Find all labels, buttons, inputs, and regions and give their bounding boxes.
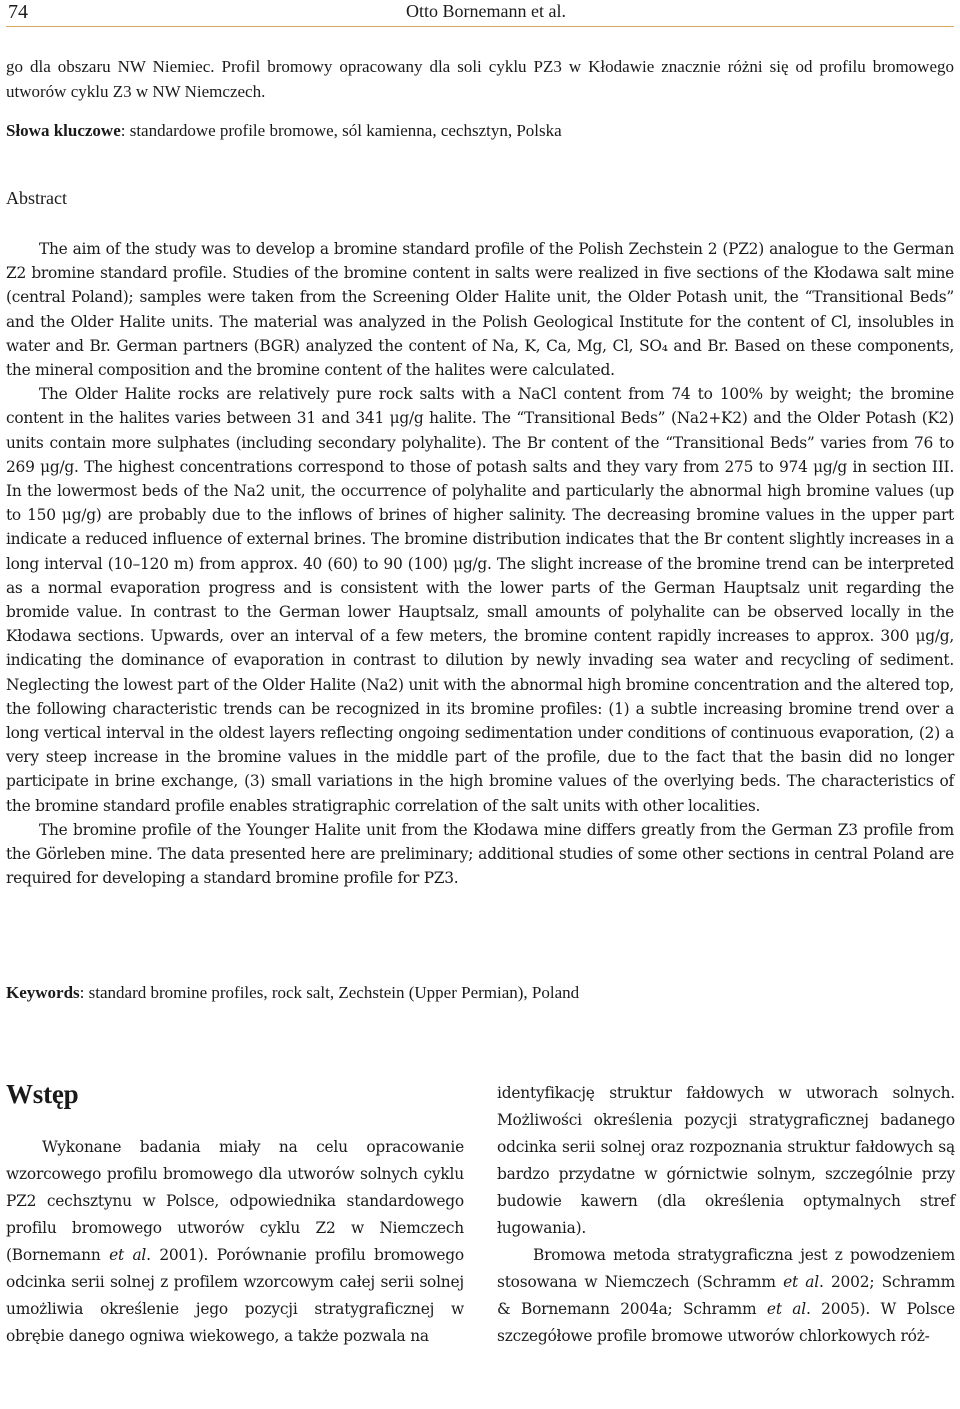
- intro-p2-text-a: Bromowa metoda stratygraficzna jest z powodzeniem stosowana w Niemczech (Schramm: [497, 1246, 955, 1291]
- abstract-paragraph-3: The bromine profile of the Younger Halite unit from the Kłodawa mine differs greatly from the German Z3 profile from the Görleben mine. The data presented here are preliminary; additional studies of some other sections in central Poland are required for developing a standard bromine profile for PZ3.: [6, 820, 954, 888]
- keywords-polish: [6, 118, 954, 143]
- intro-paragraph-1-cont: identyfikację struktur fałdowych w utworach solnych. Możliwości określenia pozycji stratygraficznej badanego odcinka serii solnej oraz rozpoznania struktur fałdowych są bardzo przydatne w górnictwie solnym, szczególnie przy budowie kawern (dla określenia optymalnych stref ługowania).: [497, 1084, 955, 1237]
- keywords-english: [6, 980, 954, 1005]
- intro-right-column: [497, 1080, 955, 1350]
- page-number: 74: [8, 1, 28, 23]
- intro-p2-etal-1: et al: [783, 1273, 819, 1291]
- running-title: Otto Bornemann et al.: [406, 1, 566, 21]
- intro-paragraph-1: [6, 1134, 464, 1350]
- intro-p1-text-b: . 2001). Porównanie profilu bromowego odcinka serii solnej z profilem wzorcowym całej serii solnej umożliwia określenie jego pozycji stratygraficznej w obrębie danego ogniwa wiekowego, a także pozwala na: [6, 1246, 464, 1345]
- intro-p1-text-a: Wykonane badania miały na celu opracowanie wzorcowego profilu bromowego dla utworów solnych cyklu PZ2 cechsztynu w Polsce, odpowiednika standardowego profilu bromowego utworów cyklu Z2 w Niemczech (Bornemann: [6, 1138, 464, 1264]
- intro-paragraph-2: [497, 1242, 955, 1350]
- intro-p2-etal-2: et al: [766, 1300, 806, 1318]
- keywords-polish-label: Słowa kluczowe: [6, 121, 121, 140]
- page-header: [6, 0, 954, 27]
- abstract-body: [6, 237, 954, 890]
- abstract-paragraph-1: The aim of the study was to develop a bromine standard profile of the Polish Zechstein 2 (PZ2) analogue to the German Z2 bromine standard profile. Studies of the bromine content in salts were realized in five sections of the Kłodawa salt mine (central Poland); samples were taken from the Screening Older Halite unit, the Older Potash unit, the “Transitional Beds” and the Older Halite units. The material was analyzed in the Polish Geological Institute for the content of Cl, insolubles in water and Br. German partners (BGR) analyzed the content of Na, K, Ca, Mg, Cl, SO₄ and Br. Based on these components, the mineral composition and the bromine content of the halites were calculated.: [6, 240, 954, 380]
- polish-summary-tail: go dla obszaru NW Niemiec. Profil bromowy opracowany dla soli cyklu PZ3 w Kłodawie znacznie różni się od profilu bromowego utworów cyklu Z3 w NW Niemczech.: [6, 57, 954, 101]
- abstract-heading: Abstract: [6, 188, 67, 208]
- keywords-english-label: Keywords: [6, 983, 80, 1002]
- intro-p1-etal: et al: [109, 1246, 147, 1264]
- keywords-polish-text: : standardowe profile bromowe, sól kamienna, cechsztyn, Polska: [120, 121, 562, 140]
- intro-heading: Wstęp: [6, 1079, 79, 1109]
- intro-p2-text-c: . 2005). W Polsce szczegółowe profile bromowe utworów chlorkowych róż-: [497, 1300, 955, 1345]
- keywords-english-text: : standard bromine profiles, rock salt, Zechstein (Upper Permian), Poland: [79, 983, 580, 1002]
- intro-left-column: [6, 1076, 464, 1350]
- abstract-paragraph-2: The Older Halite rocks are relatively pure rock salts with a NaCl content from 74 to 100% by weight; the bromine content in the halites varies between 31 and 341 μg/g halite. The “Transitional Beds” (Na2+K2) and the Older Potash (K2) units contain more sulphates (including secondary polyhalite). The Br content of the “Transitional Beds” varies from 76 to 269 μg/g. The highest concentrations correspond to those of potash salts and they vary from 275 to 974 μg/g in section III. In the lowermost beds of the Na2 unit, the occurrence of polyhalite and particularly the abnormal high bromine values (up to 150 μg/g) are probably due to the inflows of brines of higher salinity. The decreasing bromine values in the upper part indicate a reduced influence of external brines. The bromine distribution indicates that the Br content slightly increases in a long interval (10–120 m) from approx. 40 (60) to 90 (100) μg/g. The slight increase of the bromine trend can be interpreted as a normal evaporation progress and is consistent with the lower parts of the German Hauptsalz unit regarding the bromide value. In contrast to the German lower Hauptsalz, small amounts of polyhalite can be observed locally in the Kłodawa sections. Upwards, over an interval of a few meters, the bromine content rapidly increases to approx. 300 μg/g, indicating the dominance of evaporation in contrast to dilution by newly invading sea water and recycling of sediment. Neglecting the lowest part of the Older Halite (Na2) unit with the abnormal high bromine concentration and the altered top, the following characteristic trends can be recognized in its bromine profiles: (1) a subtle increasing bromine trend over a long vertical interval in the oldest layers reflecting ongoing sedimentation under conditions of continuous evaporation, (2) a very steep increase in the bromine values in the middle part of the profile, due to the fact that the basin did no longer participate in brine exchange, (3) small variations in the high bromine values of the overlying beds. The characteristics of the bromine standard profile enables stratigraphic correlation of the salt units with other localities.: [6, 385, 954, 815]
- intro-p2-text-b: . 2002; Schramm & Bornemann 2004a; Schramm: [497, 1273, 955, 1318]
